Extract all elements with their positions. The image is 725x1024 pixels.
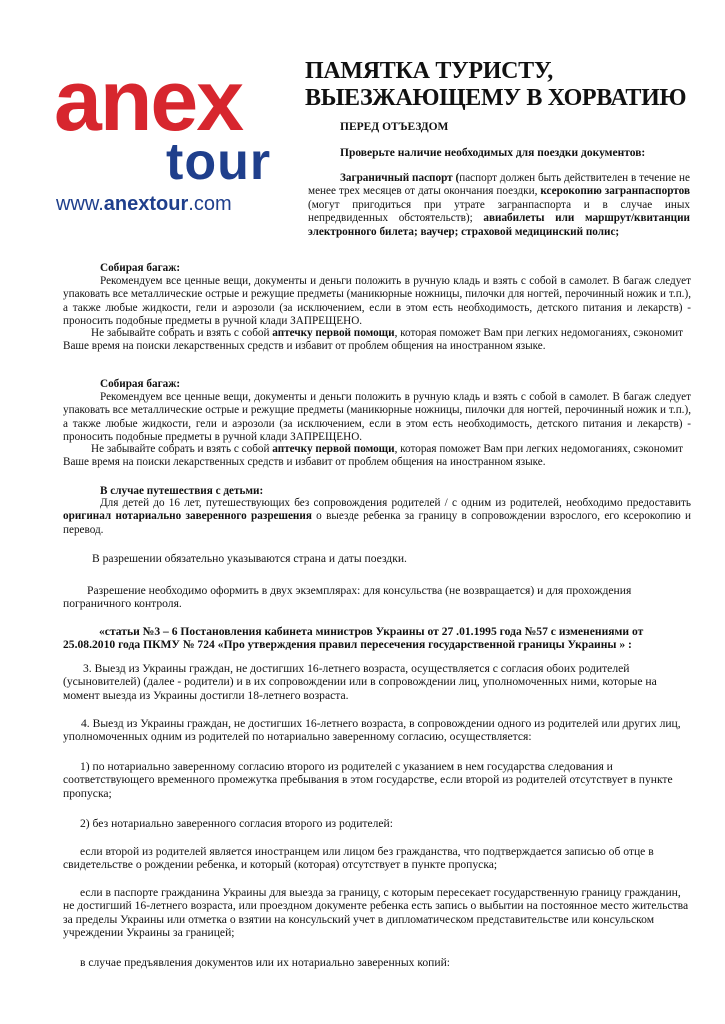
first-aid-paragraph-2 [63, 443, 691, 470]
kit-prefix-2: Не забывайте собрать и взять с собой [91, 443, 273, 455]
kit-prefix-1: Не забывайте собрать и взять с собой [91, 327, 273, 339]
two-copies-note: Разрешение необходимо оформить в двух экземплярах: для консульства (не возвращается) и для прохождения пограничного контроля. [63, 584, 632, 611]
logo-tour-text: tour [166, 133, 272, 191]
page-title [305, 58, 705, 112]
kit-label-2: аптечку первой помощи [272, 443, 395, 455]
copy-label: ксерокопию загранпаспортов [540, 185, 690, 198]
rule-item-3: 3. Выезд из Украины граждан, не достигших 16-летнего возраста, осуществляется с согласия обоих родителей (усыновителей) (далее - родители) и в их сопровождении или в сопровождении лиц, уполномоченных ними, которые на момент выезда из Украины достигли 18-летнего возраста. [63, 662, 657, 702]
rule-item-4: 4. Выезд из Украины граждан, не достигших 16-летнего возраста, в сопровождении одного из родителей или других лиц, уполномоченных одним из родителей по нотариально заверенному согласию, осуществляется: [63, 717, 681, 744]
baggage-heading-2: Собирая багаж: [100, 378, 181, 390]
case-foreigner: если второй из родителей является иностранцем или лицом без гражданства, что подтверждается записью об отце в свидетельстве о рождении ребенка, и который (которая) отсутствует в пункте пропуска; [63, 845, 654, 872]
title-line-1: ПАМЯТКА ТУРИСТУ, [305, 58, 553, 84]
children-paragraph [63, 497, 691, 537]
children-heading: В случае путешествия с детьми: [100, 485, 264, 497]
tickets-label: авиабилеты или маршрут/квитанции электронного билета; ваучер; страховой медицинский полис; [308, 212, 690, 238]
case-documents: в случае предъявления документов или их нотариально заверенных копий: [80, 956, 451, 969]
passport-text: паспорт должен быть действителен в течение не менее трех месяцев от даты окончания поездки, [308, 172, 690, 198]
copy-text: (могут пригодиться при утрате загранпаспорта и в случае иных непредвиденных обстоятельств); [308, 198, 690, 225]
logo-url [56, 192, 232, 216]
case-passport: если в паспорте гражданина Украины для выезда за границу, с которым пересекает государственную границу гражданин, не достигший 16-летнего возраста, или проездном документе ребенка есть запись о выбытии на постоянное место жительства за пределы Украины или отметка о взятии на консульский учет в дипломатическом представительстве или консульском учреждении Украины за границей; [63, 886, 689, 940]
documents-paragraph [308, 172, 690, 239]
check-docs-heading: Проверьте наличие необходимых для поездки документов: [340, 147, 646, 159]
baggage-text-1: Рекомендуем все ценные вещи, документы и деньги положить в ручную кладь и взять с собой в самолет. В багаж следует упаковать все металлические острые и режущие предметы (маникюрные ножницы, пилочки для ногтей, перочинный ножик и т.п.), а также любые жидкости, гели и аэрозоли (за исключением, если в этом есть необходимость, детского питания и лекарств) - проносить подобные предметы в ручной клади ЗАПРЕЩЕНО. [63, 275, 691, 328]
children-text-bold: оригинал нотариально заверенного разрешения [63, 510, 312, 523]
kit-label-1: аптечку первой помощи [272, 327, 395, 339]
before-departure-heading: ПЕРЕД ОТЪЕЗДОМ [340, 121, 449, 133]
logo-url-prefix: www. [56, 193, 104, 215]
rule-item-4-1: 1) по нотариально заверенному согласию второго из родителей с указанием в нем государства следования и соответствующего временного промежутка пребывания в этом государстве, если второй из родителей отсутствует в пункте пропуска; [63, 760, 673, 800]
first-aid-paragraph-1 [63, 327, 691, 354]
children-text-prefix: Для детей до 16 лет, путешествующих без сопровождения родителей / с одним из родителей, необходимо предоставить [100, 497, 691, 509]
title-line-2: ВЫЕЗЖАЮЩЕМУ В ХОРВАТИЮ [305, 85, 687, 111]
logo-anex-text: anex [54, 53, 243, 149]
permission-note: В разрешении обязательно указываются страна и даты поездки. [92, 552, 407, 565]
baggage-text-2: Рекомендуем все ценные вещи, документы и деньги положить в ручную кладь и взять с собой в самолет. В багаж следует упаковать все металлические острые и режущие предметы (маникюрные ножницы, пилочки для ногтей, перочинный ножик и т.п.), а также любые жидкости, гели и аэрозоли (за исключением, если в этом есть необходимость, детского питания и лекарств) - проносить подобные предметы в ручной клади ЗАПРЕЩЕНО. [63, 391, 691, 444]
decree-reference: «статьи №3 – 6 Постановления кабинета министров Украины от 27 .01.1995 года №57 с изменениями от 25.08.2010 года ПКМУ № 724 «Про утверждения правил пересечения государственной границы Украины » : [63, 625, 644, 652]
anex-tour-logo [50, 53, 280, 223]
logo-url-suffix: .com [188, 193, 232, 215]
rule-item-4-2: 2) без нотариально заверенного согласия второго из родителей: [80, 817, 393, 830]
baggage-heading-1: Собирая багаж: [100, 262, 181, 274]
passport-label: Заграничный паспорт ( [340, 172, 460, 184]
logo-url-name: anextour [103, 193, 189, 215]
kit-suffix-2: , которая поможет Вам при легких недомоганиях, сэкономит Ваше время на поиски лекарственных средств и избавит от проблем общения на иностранном языке. [63, 443, 684, 469]
children-text-suffix: о выезде ребенка за границу в сопровождении взрослого, его ксерокопию и перевод. [63, 510, 692, 536]
kit-suffix-1: , которая поможет Вам при легких недомоганиях, сэкономит Ваше время на поиски лекарственных средств и избавит от проблем общения на иностранном языке. [63, 327, 684, 353]
